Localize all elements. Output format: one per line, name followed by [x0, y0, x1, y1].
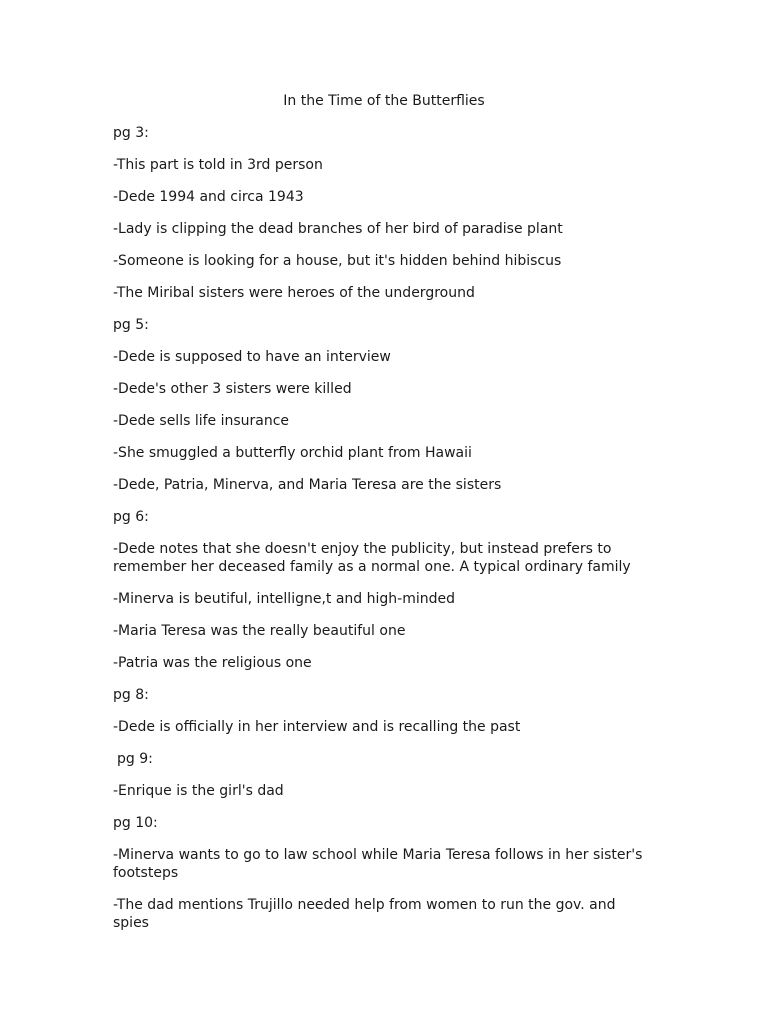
- note-line: -The Miribal sisters were heroes of the underground: [113, 285, 475, 301]
- section-heading: pg 8:: [113, 687, 149, 703]
- note-line: -Dede's other 3 sisters were killed: [113, 381, 352, 397]
- note-line: -Dede is supposed to have an interview: [113, 349, 391, 365]
- section-heading: pg 10:: [113, 815, 158, 831]
- note-line: -Maria Teresa was the really beautiful one: [113, 623, 406, 639]
- note-line: -This part is told in 3rd person: [113, 157, 323, 173]
- note-line: -Someone is looking for a house, but it's hidden behind hibiscus: [113, 253, 562, 269]
- note-line: -Minerva is beutiful, intelligne,t and high-minded: [113, 591, 456, 607]
- note-line: -Minerva wants to go to law school while Maria Teresa follows in her sister's footsteps: [113, 847, 643, 881]
- document-body: [113, 124, 653, 946]
- note-line: -Dede sells life insurance: [113, 413, 290, 429]
- note-line: -She smuggled a butterfly orchid plant from Hawaii: [113, 445, 472, 461]
- section-heading: pg 3:: [113, 125, 149, 141]
- note-line: -Dede is officially in her interview and is recalling the past: [113, 719, 521, 735]
- section-heading: pg 5:: [113, 317, 149, 333]
- section-heading: pg 9:: [117, 751, 153, 767]
- note-line: -Dede 1994 and circa 1943: [113, 189, 304, 205]
- section-heading: pg 6:: [113, 509, 149, 525]
- note-line: -Enrique is the girl's dad: [113, 783, 284, 799]
- note-line: -The dad mentions Trujillo needed help from women to run the gov. and spies: [113, 897, 616, 931]
- note-line: -Patria was the religious one: [113, 655, 312, 671]
- document-title: In the Time of the Butterflies: [283, 93, 485, 109]
- note-line: -Dede, Patria, Minerva, and Maria Teresa are the sisters: [113, 477, 502, 493]
- note-line: -Lady is clipping the dead branches of her bird of paradise plant: [113, 221, 563, 237]
- note-line: -Dede notes that she doesn't enjoy the publicity, but instead prefers to remember her deceased family as a normal one. A typical ordinary family: [113, 541, 631, 575]
